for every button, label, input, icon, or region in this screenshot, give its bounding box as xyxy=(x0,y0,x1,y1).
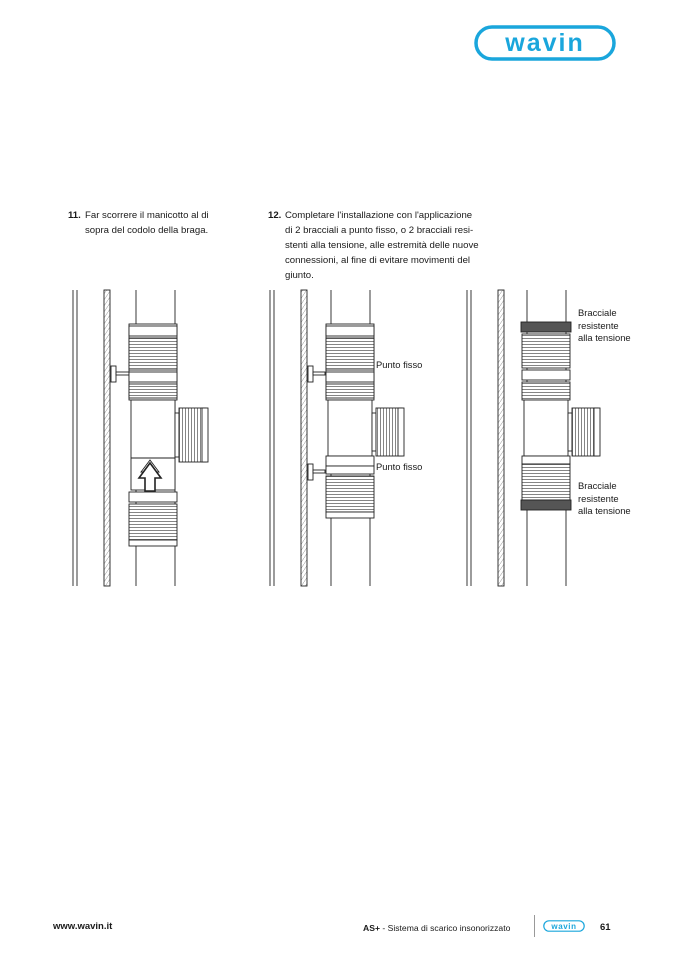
footer-product-name: AS+ xyxy=(363,923,380,933)
svg-text:wavin: wavin xyxy=(505,29,585,57)
page-number: 61 xyxy=(600,922,611,933)
svg-text:wavin: wavin xyxy=(551,921,577,931)
label-fixed-point-bottom: Punto fisso xyxy=(376,461,423,472)
footer-product xyxy=(363,923,510,933)
step-11-text: Far scorrere il manicotto al di sopra del codolo della braga. xyxy=(85,210,209,236)
step-11-number: 11. xyxy=(68,210,81,221)
label-tension-bracket-bottom: Bracciale resistente alla tensione xyxy=(578,480,631,516)
label-tension-bracket-top: Bracciale resistente alla tensione xyxy=(578,307,631,343)
figure-step-12-fixed-points xyxy=(270,290,404,586)
label-fixed-point-top: Punto fisso xyxy=(376,359,423,370)
step-12-number: 12. xyxy=(268,210,282,221)
footer-url[interactable]: www.wavin.it xyxy=(53,921,113,932)
footer-product-desc: - Sistema di scarico insonorizzato xyxy=(379,923,511,933)
footer-divider xyxy=(534,915,535,937)
step-12-text: Completare l'installazione con l'applicazione di 2 bracciali a punto fisso, o 2 bracciali resi- stenti alla tensione, alle estremità delle nuove connessioni, al fine di evitare movimenti del giunto. xyxy=(285,210,479,281)
footer-wavin-logo xyxy=(543,920,585,932)
figure-step-11 xyxy=(73,290,208,586)
